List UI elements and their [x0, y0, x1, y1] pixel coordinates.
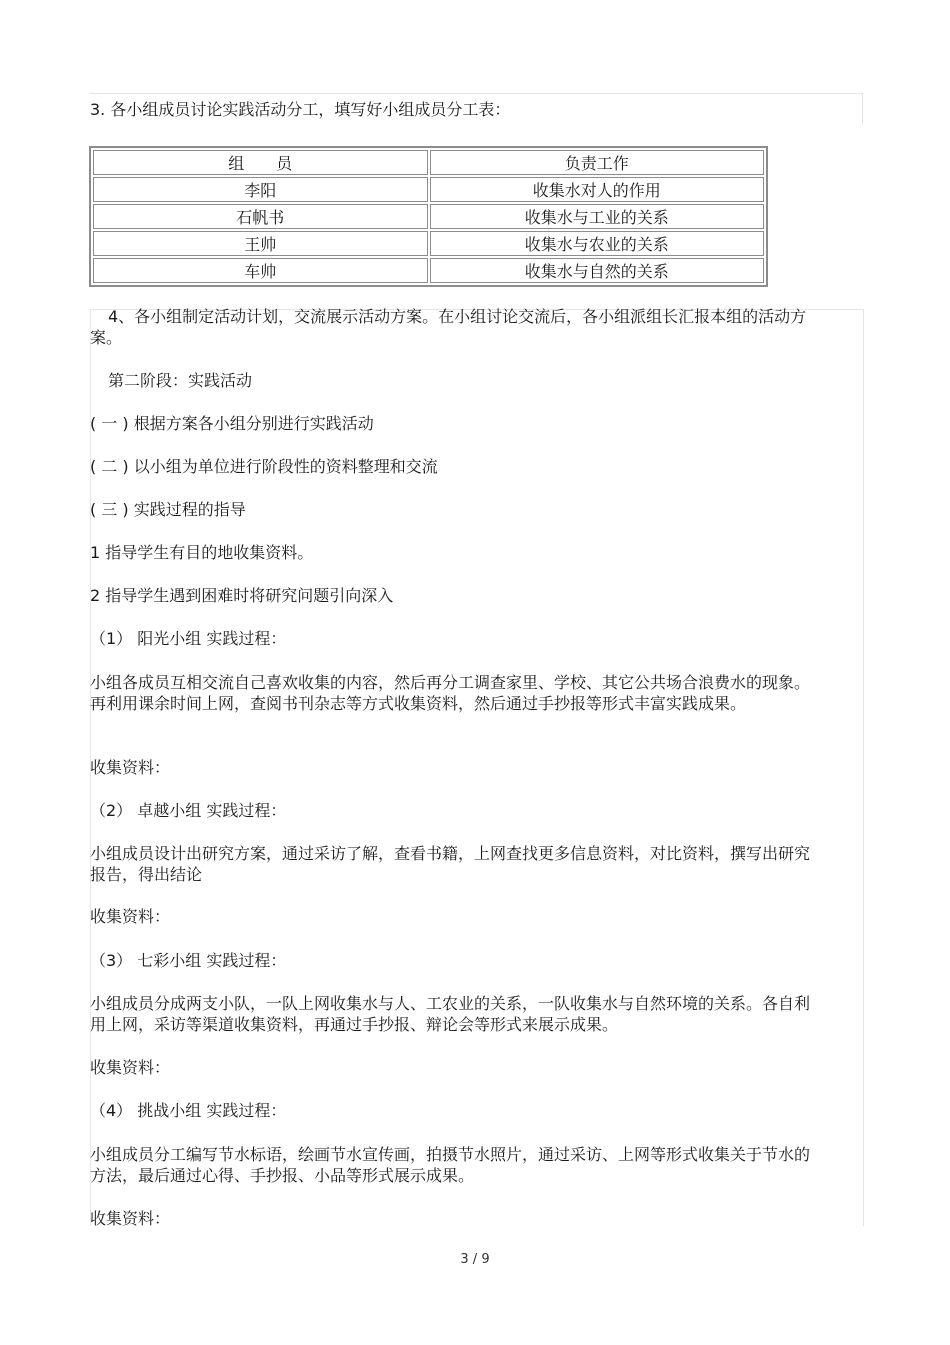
table-header-row [93, 150, 764, 175]
group-4-heading: （4） 挑战小组 实践过程： [90, 1101, 287, 1120]
table-cell-duty: 收集水对人的作用 [430, 177, 765, 202]
item-3: ( 三 ) 实践过程的指导 [90, 500, 246, 519]
group-3-collect: 收集资料： [90, 1058, 171, 1077]
table-cell-member: 车帅 [93, 258, 428, 283]
item-2: ( 二 ) 以小组为单位进行阶段性的资料整理和交流 [90, 457, 438, 476]
table-row [93, 177, 764, 202]
guide-1: 1 指导学生有目的地收集资料。 [90, 543, 314, 562]
guide-2: 2 指导学生遇到困难时将研究问题引向深入 [90, 586, 394, 605]
table-header-member: 组 员 [93, 150, 428, 175]
table-row [93, 258, 764, 283]
table-cell-duty: 收集水与农业的关系 [430, 231, 765, 256]
group-2-collect: 收集资料： [90, 907, 171, 926]
table-cell-member: 李阳 [93, 177, 428, 202]
group-4-collect: 收集资料： [90, 1209, 171, 1228]
item-1: ( 一 ) 根据方案各小组分别进行实践活动 [90, 414, 374, 433]
group-3-heading: （3） 七彩小组 实践过程： [90, 951, 287, 970]
group-2-text: 小组成员设计出研究方案，通过采访了解，查看书籍，上网查找更多信息资料，对比资料，撰写出研究报告，得出结论 [90, 844, 811, 884]
table-header-duty: 负责工作 [430, 150, 765, 175]
table-cell-member: 王帅 [93, 231, 428, 256]
table-cell-duty: 收集水与工业的关系 [430, 204, 765, 229]
page-number: 3 / 9 [460, 1252, 490, 1267]
table-cell-member: 石帆书 [93, 204, 428, 229]
group-1-text: 小组各成员互相交流自己喜欢收集的内容，然后再分工调查家里、学校、其它公共场合浪费水的现象。再利用课余时间上网，查阅书刊杂志等方式收集资料，然后通过手抄报等形式丰富实践成果。 [90, 673, 811, 713]
step4-paragraph: 4、各小组制定活动计划，交流展示活动方案。在小组讨论交流后，各小组派组长汇报本组的活动方案。 [90, 307, 807, 347]
table-row [93, 231, 764, 256]
group-3-text: 小组成员分成两支小队，一队上网收集水与人、工农业的关系，一队收集水与自然环境的关系。各自利用上网，采访等渠道收集资料，再通过手抄报、辩论会等形式来展示成果。 [90, 994, 811, 1034]
table-cell-duty: 收集水与自然的关系 [430, 258, 765, 283]
group-2-heading: （2） 卓越小组 实践过程： [90, 801, 287, 820]
stage2-title: 第二阶段：实践活动 [108, 371, 253, 390]
step3-title: 3. 各小组成员讨论实践活动分工，填写好小组成员分工表： [90, 100, 511, 119]
group-1-collect: 收集资料： [90, 758, 171, 777]
group-4-text: 小组成员分工编写节水标语，绘画节水宣传画，拍摄节水照片，通过采访、上网等形式收集关于节水的方法，最后通过心得、手抄报、小品等形式展示成果。 [90, 1145, 811, 1185]
table-row [93, 204, 764, 229]
group-1-heading: （1） 阳光小组 实践过程： [90, 629, 287, 648]
member-assignment-table [89, 146, 768, 287]
frame-main [90, 309, 864, 1226]
